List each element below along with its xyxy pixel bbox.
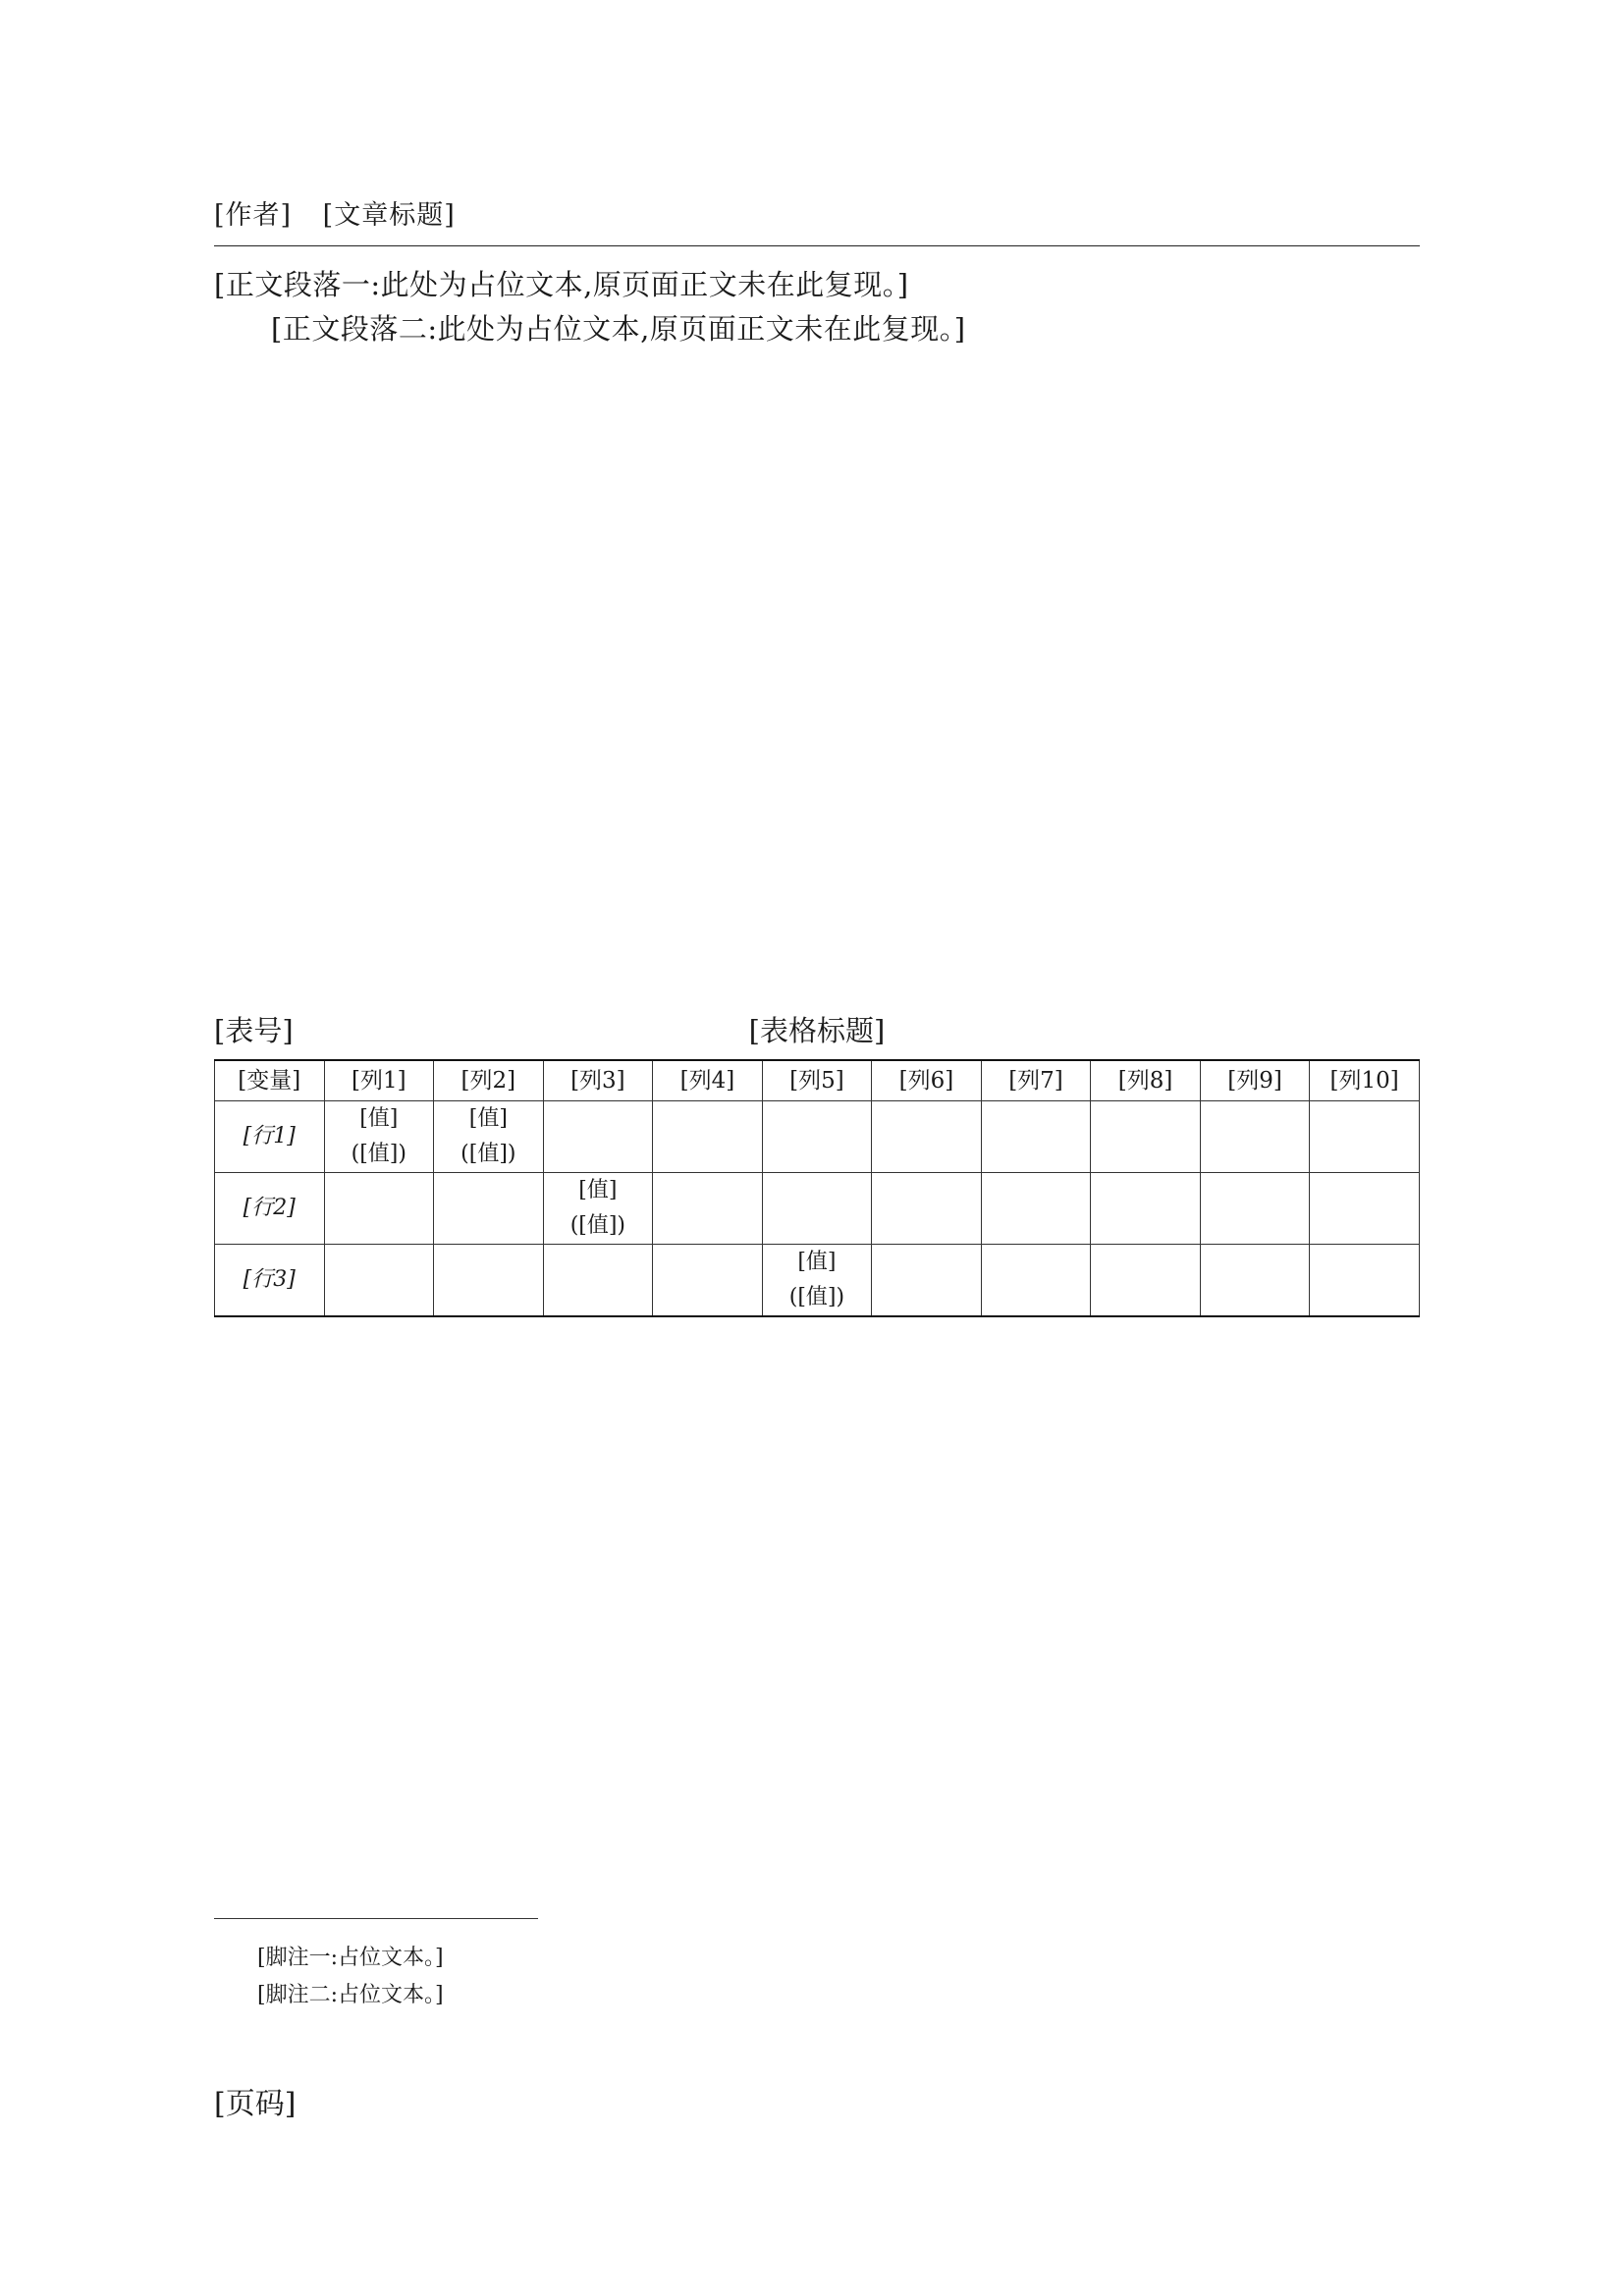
table-cell <box>434 1245 544 1317</box>
paragraph-2: [正文段落二:此处为占位文本,原页面正文未在此复现。] <box>271 312 966 346</box>
table-cell <box>324 1101 434 1173</box>
table-cell <box>1310 1173 1420 1245</box>
cell-stat: ([值]) <box>569 1213 626 1238</box>
table-cell <box>653 1101 763 1173</box>
table-cell <box>653 1173 763 1245</box>
footnote-1: [脚注一:占位文本。] <box>257 1946 444 1970</box>
cell-stat: ([值]) <box>788 1285 845 1309</box>
row-label: [行1] <box>215 1101 325 1173</box>
row-label: [行3] <box>215 1245 325 1317</box>
table-cell <box>981 1245 1091 1317</box>
table-cell <box>872 1101 982 1173</box>
table-cell <box>324 1173 434 1245</box>
table-cell <box>762 1245 872 1317</box>
table-caption <box>214 1009 1420 1052</box>
running-header <box>214 196 1420 236</box>
column-header-4: [列4] <box>653 1060 763 1101</box>
column-header-10: [列10] <box>1310 1060 1420 1101</box>
footnotes <box>214 1942 1420 2016</box>
table-cell <box>1091 1101 1201 1173</box>
table-cell <box>872 1245 982 1317</box>
table-cell <box>981 1101 1091 1173</box>
cell-stat: ([值]) <box>460 1142 516 1166</box>
cell-value: [值] <box>359 1106 399 1131</box>
paragraph-1: [正文段落一:此处为占位文本,原页面正文未在此复现。] <box>214 268 909 301</box>
table-cell <box>1091 1173 1201 1245</box>
footnote-rule <box>214 1918 538 1919</box>
column-header-variable: [变量] <box>215 1060 325 1101</box>
table-cell <box>1200 1101 1310 1173</box>
table-row <box>215 1173 1420 1245</box>
footnote-2: [脚注二:占位文本。] <box>257 1983 444 2007</box>
header-title: [文章标题] <box>322 200 456 231</box>
column-header-8: [列8] <box>1091 1060 1201 1101</box>
table-row <box>215 1101 1420 1173</box>
cell-stat: ([值]) <box>351 1142 406 1166</box>
table-cell <box>324 1245 434 1317</box>
table-cell <box>1200 1245 1310 1317</box>
body-text <box>214 263 1420 351</box>
table-cell <box>762 1173 872 1245</box>
cell-value: [值] <box>797 1250 837 1274</box>
table-title: [表格标题] <box>748 1014 886 1047</box>
row-label: [行2] <box>215 1173 325 1245</box>
column-header-5: [列5] <box>762 1060 872 1101</box>
table-cell <box>1310 1245 1420 1317</box>
table-cell <box>543 1101 653 1173</box>
column-header-7: [列7] <box>981 1060 1091 1101</box>
cell-value: [值] <box>468 1106 508 1131</box>
table-cell <box>1200 1173 1310 1245</box>
cell-value: [值] <box>578 1178 618 1202</box>
table-cell <box>872 1173 982 1245</box>
table-cell <box>543 1173 653 1245</box>
table-cell <box>762 1101 872 1173</box>
table-cell <box>1310 1101 1420 1173</box>
column-header-1: [列1] <box>324 1060 434 1101</box>
column-header-9: [列9] <box>1200 1060 1310 1101</box>
header-rule <box>214 245 1420 246</box>
results-table <box>214 1059 1420 1317</box>
table-cell <box>543 1245 653 1317</box>
table-cell <box>981 1173 1091 1245</box>
table-number: [表号] <box>214 1014 294 1047</box>
table-cell <box>434 1101 544 1173</box>
table-row <box>215 1245 1420 1317</box>
table-cell <box>1091 1245 1201 1317</box>
page-number: [页码] <box>214 2087 297 2121</box>
table-header-row <box>215 1060 1420 1101</box>
table-cell <box>653 1245 763 1317</box>
column-header-3: [列3] <box>543 1060 653 1101</box>
header-author: [作者] <box>214 200 293 231</box>
column-header-6: [列6] <box>872 1060 982 1101</box>
table-cell <box>434 1173 544 1245</box>
column-header-2: [列2] <box>434 1060 544 1101</box>
